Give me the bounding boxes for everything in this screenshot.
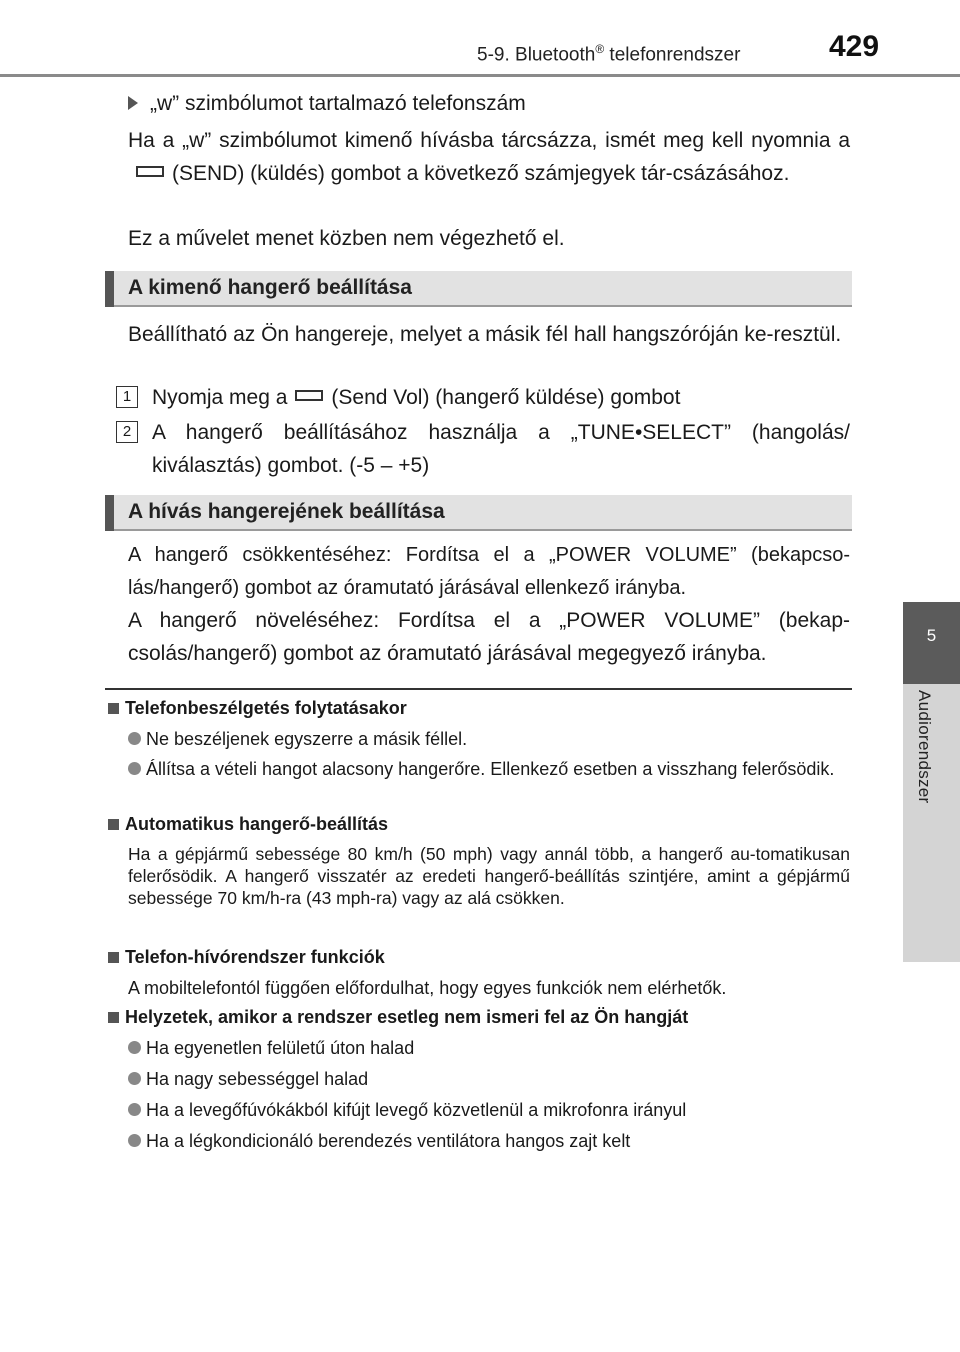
section-heading-outgoing-volume: [105, 271, 852, 307]
dot-bullet-icon: [128, 1103, 141, 1116]
intro-text-a: Ha a „w” szimbólumot kimenő hívásba tárcsázza, ismét meg kell nyomnia a: [128, 129, 850, 152]
intro-note: Ez a művelet menet közben nem végezhető el.: [128, 227, 565, 250]
step-number-1: 1: [116, 386, 138, 408]
send-button-icon: [136, 166, 164, 177]
square-bullet-icon: [108, 819, 119, 830]
intro-paragraph: [128, 124, 850, 190]
note-bullet-text: Ha egyenetlen felületű úton halad: [146, 1038, 415, 1058]
note-title-voice-recognition: [108, 1007, 688, 1028]
chapter-number: 5: [926, 626, 937, 645]
header-section: 5-9. Bluetooth: [477, 44, 596, 66]
step-2-text: A hangerő beállításához használja a „TUNE•SELECT” (hangolás/ kiválasztás) gombot. (-5 – +5): [152, 421, 850, 477]
section-heading-call-volume: [105, 495, 852, 531]
section-heading-text: A kimenő hangerő beállítása: [128, 276, 412, 299]
note-bullet: [128, 1067, 368, 1091]
section2-decrease-text: A hangerő csökkentéséhez: Fordítsa el a „POWER VOLUME” (bekapcso-lás/hangerő) gombot az óramutató járásával ellenkező irányba.: [128, 544, 850, 599]
note-title-conversation: [108, 698, 407, 719]
note-title-functions: [108, 947, 385, 968]
page-number: 429: [829, 30, 880, 63]
section1-description: Beállítható az Ön hangereje, melyet a másik fél hall hangszóróján ke-resztül.: [128, 323, 842, 346]
dot-bullet-icon: [128, 1134, 141, 1147]
header-divider: [0, 74, 960, 77]
notes-divider: [105, 688, 852, 690]
note-bullet: [128, 1129, 630, 1153]
note-bullet-text: Ha nagy sebességgel halad: [146, 1069, 369, 1089]
section2-increase-text: A hangerő növeléséhez: Fordítsa el a „POWER VOLUME” (bekap-csolás/hangerő) gombot az óramutató járásával megegyező irányba.: [128, 609, 850, 665]
note-title-text: Helyzetek, amikor a rendszer esetleg nem ismeri fel az Ön hangját: [125, 1007, 689, 1027]
note-bullet-text: Ne beszéljenek egyszerre a másik féllel.: [146, 729, 468, 749]
note-title-text: Automatikus hangerő-beállítás: [125, 814, 389, 834]
section-heading-text: A hívás hangerejének beállítása: [128, 500, 445, 523]
square-bullet-icon: [108, 1012, 119, 1023]
registered-mark: ®: [595, 42, 605, 56]
send-vol-button-icon: [295, 390, 323, 401]
dot-bullet-icon: [128, 1072, 141, 1085]
step-1-text: [152, 381, 680, 414]
intro-text-b: (SEND) (küldés) gombot a következő számjegyek tár-csázásához.: [172, 162, 790, 185]
header-section-rest: telefonrendszer: [604, 44, 741, 66]
note-bullet: [128, 757, 852, 781]
note-bullet: [128, 727, 467, 751]
note-auto-volume-text: Ha a gépjármű sebessége 80 km/h (50 mph) vagy annál több, a hangerő au-tomatikusan felerősödik. A hangerő visszatér az eredeti hangerő-beállítás szintjére, amint a gépjármű sebessége 70 km/h-ra (43 mph-ra) vagy az alá csökken.: [128, 844, 850, 908]
dot-bullet-icon: [128, 762, 141, 775]
step-1-text-a: Nyomja meg a: [152, 386, 288, 409]
note-title-auto-volume: [108, 814, 388, 835]
arrow-icon: [128, 96, 138, 110]
heading-accent: [105, 271, 114, 307]
note-title-text: Telefonbeszélgetés folytatásakor: [125, 698, 407, 718]
chapter-label: Audiorendszer: [915, 690, 934, 804]
note-bullet-text: Ha a levegőfúvókákból kifújt levegő közvetlenül a mikrofonra irányul: [146, 1100, 687, 1120]
dot-bullet-icon: [128, 1041, 141, 1054]
note-bullet: [128, 1098, 686, 1122]
note-bullet-text: Ha a légkondicionáló berendezés ventilátora hangos zajt kelt: [146, 1131, 631, 1151]
arrow-item: „w” szimbólumot tartalmazó telefonszám: [150, 92, 526, 115]
heading-accent: [105, 495, 114, 531]
step-number-2: 2: [116, 421, 138, 443]
note-functions-text: A mobiltelefontól függően előfordulhat, hogy egyes funkciók nem elérhetők.: [128, 978, 727, 998]
note-bullet: [128, 1036, 414, 1060]
square-bullet-icon: [108, 703, 119, 714]
note-bullet-text: Állítsa a vételi hangot alacsony hangerőre. Ellenkező esetben a visszhang felerősödik.: [146, 759, 835, 779]
header-section-title: [477, 42, 740, 66]
note-title-text: Telefon-hívórendszer funkciók: [125, 947, 385, 967]
square-bullet-icon: [108, 952, 119, 963]
chapter-tab: [903, 602, 960, 684]
dot-bullet-icon: [128, 732, 141, 745]
step-1-text-b: (Send Vol) (hangerő küldése) gombot: [331, 386, 681, 409]
